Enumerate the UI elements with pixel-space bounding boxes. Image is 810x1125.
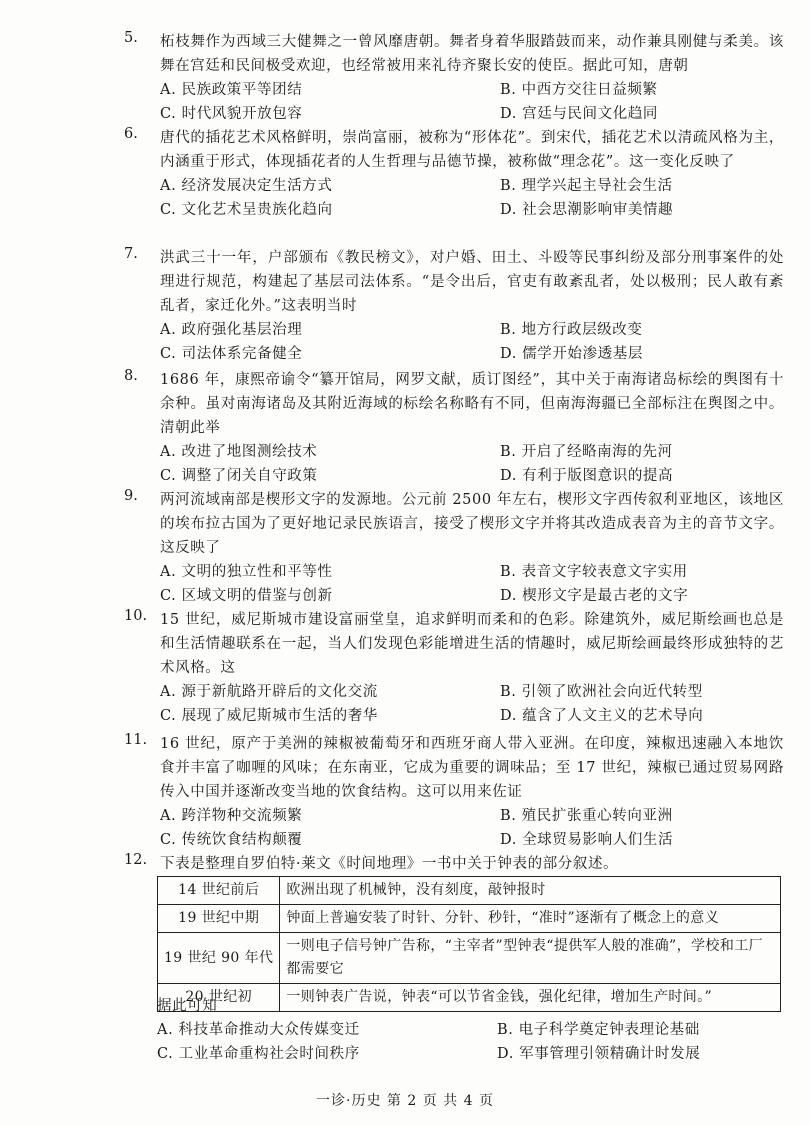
clock-history-table	[157, 876, 781, 1012]
option-c[interactable]: C. 传统饮食结构颠覆	[160, 832, 303, 848]
options	[160, 680, 784, 728]
option-d[interactable]: D. 蕴含了人文主义的艺术导向	[500, 708, 704, 724]
question-stem: 两河流域南部是楔形文字的发源地。公元前 2500 年左右，楔形文字西传叙利亚地区，该地区的埃布拉古国为了更好地记录民族语言，接受了楔形文字并将其改造成表音为主的音节文字。这反映了	[160, 492, 784, 556]
options	[160, 78, 784, 126]
options	[157, 1018, 784, 1066]
table-row	[158, 905, 781, 933]
period-cell: 19 世纪中期	[158, 905, 280, 933]
option-c[interactable]: C. 展现了威尼斯城市生活的奢华	[160, 708, 378, 724]
description-cell: 欧洲出现了机械钟，没有刻度，敲钟报时	[280, 877, 781, 905]
question-number: 11.	[124, 732, 148, 748]
question-12-tail	[157, 994, 784, 1066]
option-d[interactable]: D. 社会思潮影响审美情趣	[500, 202, 674, 218]
period-cell: 14 世纪前后	[158, 877, 280, 905]
question-lead: 据此可知	[157, 998, 218, 1014]
options	[160, 318, 784, 366]
question-7	[124, 246, 784, 366]
question-number: 9.	[124, 488, 138, 504]
option-c[interactable]: C. 调整了闭关自守政策	[160, 468, 318, 484]
option-d[interactable]: D. 楔形文字是最古老的文字	[500, 588, 689, 604]
question-5	[124, 30, 784, 126]
option-a[interactable]: A. 改进了地图测绘技术	[160, 444, 318, 460]
option-c[interactable]: C. 区域文明的借鉴与创新	[160, 588, 333, 604]
option-c[interactable]: C. 工业革命重构社会时间秩序	[157, 1046, 360, 1062]
option-a[interactable]: A. 科技革命推动大众传媒变迁	[157, 1022, 360, 1038]
option-b[interactable]: B. 殖民扩张重心转向亚洲	[500, 808, 673, 824]
period-cell: 19 世纪 90 年代	[158, 933, 280, 984]
options	[160, 174, 784, 222]
question-9	[124, 488, 784, 608]
question-stem: 柘枝舞作为西域三大健舞之一曾风靡唐朝。舞者身着华服踏鼓而来，动作兼具刚健与柔美。该舞在宫廷和民间极受欢迎，也经常被用来礼待齐聚长安的使臣。据此可知，唐朝	[160, 34, 784, 74]
question-number: 12.	[124, 852, 148, 868]
question-stem: 唐代的插花艺术风格鲜明，崇尚富丽，被称为“形体花”。到宋代，插花艺术以清疏风格为主，内涵重于形式，体现插花者的人生哲理与品德节操，被称做“理念花”。这一变化反映了	[160, 130, 784, 170]
option-a[interactable]: A. 跨洋物种交流频繁	[160, 808, 303, 824]
option-a[interactable]: A. 文明的独立性和平等性	[160, 564, 333, 580]
question-stem: 洪武三十一年，户部颁布《教民榜文》，对户婚、田土、斗殴等民事纠纷及部分刑事案件的处理进行规范，构建起了基层司法体系。“是令出后，官吏有敢紊乱者，处以极刑；民人敢有紊乱者，家迁化外。”这表明当时	[160, 250, 784, 314]
question-10	[124, 608, 784, 728]
question-number: 7.	[124, 246, 138, 262]
option-c[interactable]: C. 司法体系完备健全	[160, 346, 303, 362]
question-12	[124, 852, 784, 876]
description-cell: 一则电子信号钟广告称，“主宰者”型钟表“提供军人般的准确”，学校和工厂都需要它	[280, 933, 781, 984]
option-b[interactable]: B. 理学兴起主导社会生活	[500, 178, 673, 194]
option-d[interactable]: D. 军事管理引领精确计时发展	[497, 1046, 701, 1062]
description-cell: 钟面上普遍安装了时针、分针、秒针，“准时”逐渐有了概念上的意义	[280, 905, 781, 933]
option-c[interactable]: C. 文化艺术呈贵族化趋向	[160, 202, 333, 218]
option-b[interactable]: B. 表音文字较表意文字实用	[500, 564, 688, 580]
option-b[interactable]: B. 中西方交往日益频繁	[500, 82, 658, 98]
option-d[interactable]: D. 儒学开始渗透基层	[500, 346, 643, 362]
option-d[interactable]: D. 全球贸易影响人们生活	[500, 832, 674, 848]
question-stem: 1686 年，康熙帝谕令“纂开馆局，网罗文献，质订图经”，其中关于南海诸岛标绘的舆图有十余种。虽对南海诸岛及其附近海域的标绘名称略有不同，但南海海疆已全部标注在舆图之中。清朝此举	[160, 372, 784, 436]
option-a[interactable]: A. 源于新航路开辟后的文化交流	[160, 684, 378, 700]
option-a[interactable]: A. 民族政策平等团结	[160, 82, 303, 98]
question-6	[124, 126, 784, 222]
option-a[interactable]: A. 政府强化基层治理	[160, 322, 303, 338]
options	[160, 440, 784, 488]
option-b[interactable]: B. 开启了经略南海的先河	[500, 444, 673, 460]
question-stem: 16 世纪，原产于美洲的辣椒被葡萄牙和西班牙商人带入亚洲。在印度，辣椒迅速融入本地饮食并丰富了咖喱的风味；在东南亚，它成为重要的调味品；至 17 世纪，辣椒已通过贸易网路传入中国并逐渐改变当地的饮食结构。这可以用来佐证	[160, 736, 784, 800]
option-d[interactable]: D. 宫廷与民间文化趋同	[500, 106, 659, 122]
question-11	[124, 732, 784, 852]
option-b[interactable]: B. 地方行政层级改变	[500, 322, 643, 338]
page-footer: 一诊·历史 第 2 页 共 4 页	[316, 1093, 494, 1109]
option-a[interactable]: A. 经济发展决定生活方式	[160, 178, 333, 194]
question-number: 10.	[124, 608, 148, 624]
question-number: 8.	[124, 368, 138, 384]
option-c[interactable]: C. 时代风貌开放包容	[160, 106, 303, 122]
option-b[interactable]: B. 电子科学奠定钟表理论基础	[497, 1022, 700, 1038]
options	[160, 560, 784, 608]
question-stem: 15 世纪，威尼斯城市建设富丽堂皇，追求鲜明而柔和的色彩。除建筑外，威尼斯绘画也总是和生活情趣联系在一起，当人们发现色彩能增进生活的情趣时，威尼斯绘画最终形成独特的艺术风格。这	[160, 612, 784, 676]
option-d[interactable]: D. 有利于版图意识的提高	[500, 468, 674, 484]
option-b[interactable]: B. 引领了欧洲社会向近代转型	[500, 684, 703, 700]
table-row	[158, 877, 781, 905]
question-stem: 下表是整理自罗伯特·莱文《时间地理》一书中关于钟表的部分叙述。	[160, 856, 619, 872]
question-number: 5.	[124, 30, 138, 46]
question-8	[124, 368, 784, 488]
table-row	[158, 933, 781, 984]
period-cell: 20 世纪初	[158, 984, 280, 1012]
options	[160, 804, 784, 852]
question-number: 6.	[124, 126, 138, 142]
description-cell: 一则钟表广告说，钟表“可以节省金钱，强化纪律，增加生产时间。”	[280, 984, 781, 1012]
